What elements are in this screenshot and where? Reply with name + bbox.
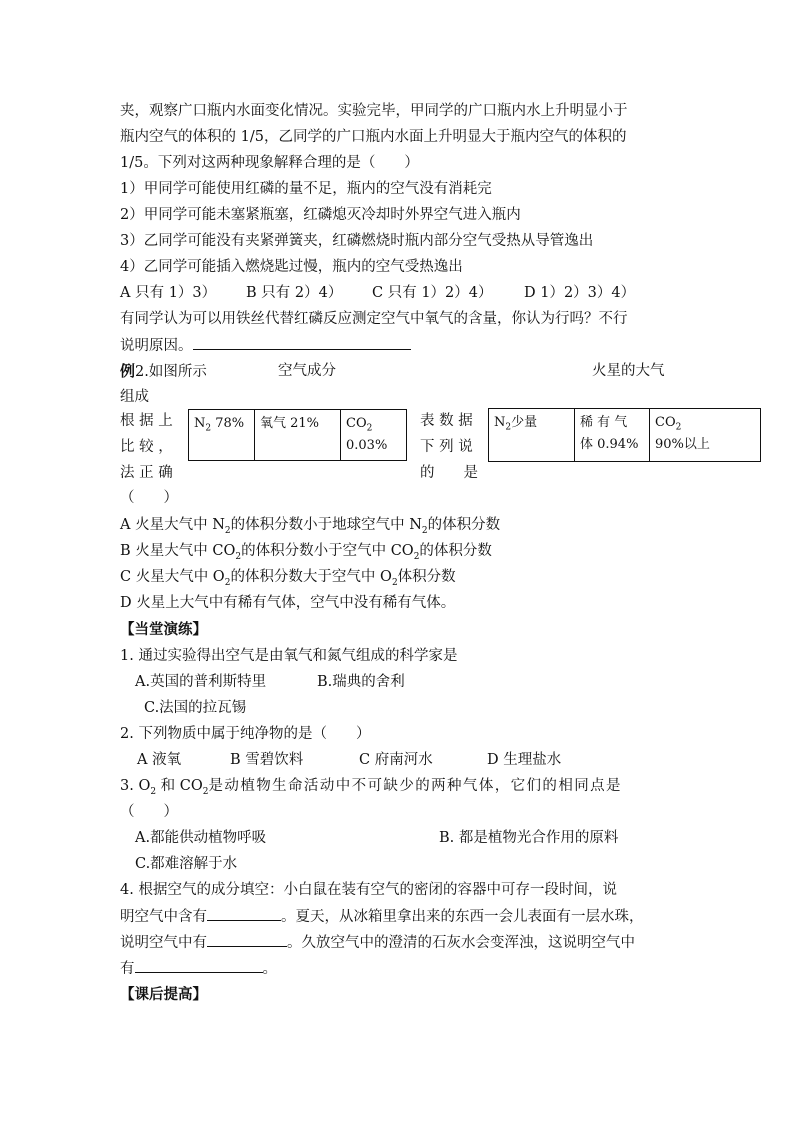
left-text-3: 法 正 确 [120, 465, 173, 481]
air-composition-title: 空气成分 [278, 363, 336, 379]
mars-atmosphere-title: 火星的大气 [592, 363, 665, 379]
q1-option-b: B.瑞典的舍利 [317, 674, 405, 690]
practice-q3: 3. $O_2$ 和 $CO_2$是动植物生命活动中不可缺少的两种气体，它们的相同点是 [120, 778, 622, 797]
mars-co2-cell: $CO_2$ 90%以上 [650, 409, 761, 462]
answer-blank [193, 335, 411, 350]
mid-text-1: 表 数 据 [420, 413, 473, 429]
practice-q1: 1. 通过实验得出空气是由氧气和氮气组成的科学家是 [120, 648, 458, 664]
statement-2: 2）甲同学可能未塞紧瓶塞，红磷熄灭冷却时外界空气进入瓶内 [120, 207, 521, 223]
air-composition-table [188, 409, 407, 461]
intro-line-3: 1/5。下列对这两种现象解释合理的是（ ） [120, 155, 419, 171]
q3-option-a: A.都能供动植物呼吸 [135, 830, 267, 846]
mid-text-2: 下 列 说 [420, 439, 473, 455]
choice-a: A 只有 1）3） [120, 285, 217, 301]
statement-4: 4）乙同学可能插入燃烧匙过慢，瓶内的空气受热逸出 [120, 259, 463, 275]
example2-option-b: B 火星大气中 $CO_2$的体积分数小于空气中 $CO_2$的体积分数 [120, 543, 492, 562]
practice-q4-line-4: 有 。 [120, 958, 277, 979]
practice-q3-paren: （ ） [120, 804, 178, 820]
q2-option-c: C 府南河水 [359, 752, 433, 768]
example-text: 如图所示 [148, 364, 207, 380]
q1-option-a: A.英国的普利斯特里 [135, 674, 267, 690]
practice-q4-line-3: 说明空气中有 。久放空气中的澄清的石灰水会变浑浊，这说明空气中 [120, 932, 635, 953]
practice-q4-line-2: 明空气中含有 。夏天，从冰箱里拿出来的东西一会儿表面有一层水珠， [120, 906, 644, 927]
example2-line-2: 组成 [120, 389, 149, 405]
q2-option-b: B 雪碧饮料 [230, 752, 304, 768]
example2-mid-text [420, 408, 478, 486]
choices-row [120, 283, 636, 303]
q3-option-c: C.都难溶解于水 [135, 856, 238, 872]
air-n2-cell: $N_2$ 78% [189, 410, 255, 461]
q1-option-c: C.法国的拉瓦锡 [144, 700, 247, 716]
practice-q2-options [137, 750, 562, 770]
mars-rare-gas-cell: 稀 有 气 体 0.94% [575, 409, 650, 462]
example-number: 2. [135, 364, 149, 380]
practice-q1-options [135, 672, 405, 692]
example2-paren: （ ） [120, 490, 178, 506]
choice-d: D 1）2）3）4） [524, 285, 636, 301]
q3-option-b: B. 都是植物光合作用的原料 [439, 830, 619, 846]
example2-option-c: C 火星大气中 $O_2$的体积分数大于空气中 $O_2$体积分数 [120, 569, 456, 588]
statement-1: 1）甲同学可能使用红磷的量不足，瓶内的空气没有消耗完 [120, 181, 492, 197]
example2-left-text [120, 408, 173, 486]
left-text-2: 比 较 ， [120, 439, 173, 455]
iron-question-line-1: 有同学认为可以用铁丝代替红磷反应测定空气中氧气的含量，你认为行吗？不行 [120, 311, 628, 327]
practice-q2: 2. 下列物质中属于纯净物的是（ ） [120, 726, 371, 742]
iron-question-line-2 [120, 335, 411, 356]
q2-option-d: D 生理盐水 [487, 752, 562, 768]
intro-line-2: 瓶内空气的体积的 1/5，乙同学的广口瓶内水面上升明显大于瓶内空气的体积的 [120, 129, 627, 145]
iron-question-text: 说明原因。 [120, 338, 193, 354]
example-label: 例 [120, 362, 136, 380]
example2-header [120, 361, 665, 382]
example2-option-d: D 火星上大气中有稀有气体，空气中没有稀有气体。 [120, 595, 456, 611]
after-class-heading: 【课后提高】 [120, 986, 207, 1003]
intro-line-1: 夹，观察广口瓶内水面变化情况。实验完毕，甲同学的广口瓶内水上升明显小于 [120, 103, 628, 119]
mid-text-3: 的 是 [420, 465, 478, 481]
example2-option-a: A 火星大气中 $N_2$的体积分数小于地球空气中 $N_2$的体积分数 [120, 517, 501, 536]
q4-blank-3 [135, 958, 263, 973]
statement-3: 3）乙同学可能没有夹紧弹簧夹，红磷燃烧时瓶内部分空气受热从导管逸出 [120, 233, 594, 249]
q4-blank-2 [207, 932, 287, 947]
choice-c: C 只有 1）2）4） [372, 285, 493, 301]
air-o2-cell: 氧气 21% [255, 410, 341, 461]
practice-q4-line-1: 4. 根据空气的成分填空：小白鼠在装有空气的密闭的容器中可存一段时间，说 [120, 882, 617, 898]
left-text-1: 根 据 上 [120, 413, 173, 429]
practice-heading: 【当堂演练】 [120, 621, 207, 638]
mars-composition-table [488, 408, 761, 462]
practice-q3-options [135, 828, 619, 848]
air-co2-cell: $CO_2$ 0.03% [341, 410, 407, 461]
q4-blank-1 [207, 906, 281, 921]
q2-option-a: A 液氧 [137, 752, 182, 768]
mars-n2-cell: $N_2$少量 [489, 409, 575, 462]
choice-b: B 只有 2）4） [246, 285, 343, 301]
